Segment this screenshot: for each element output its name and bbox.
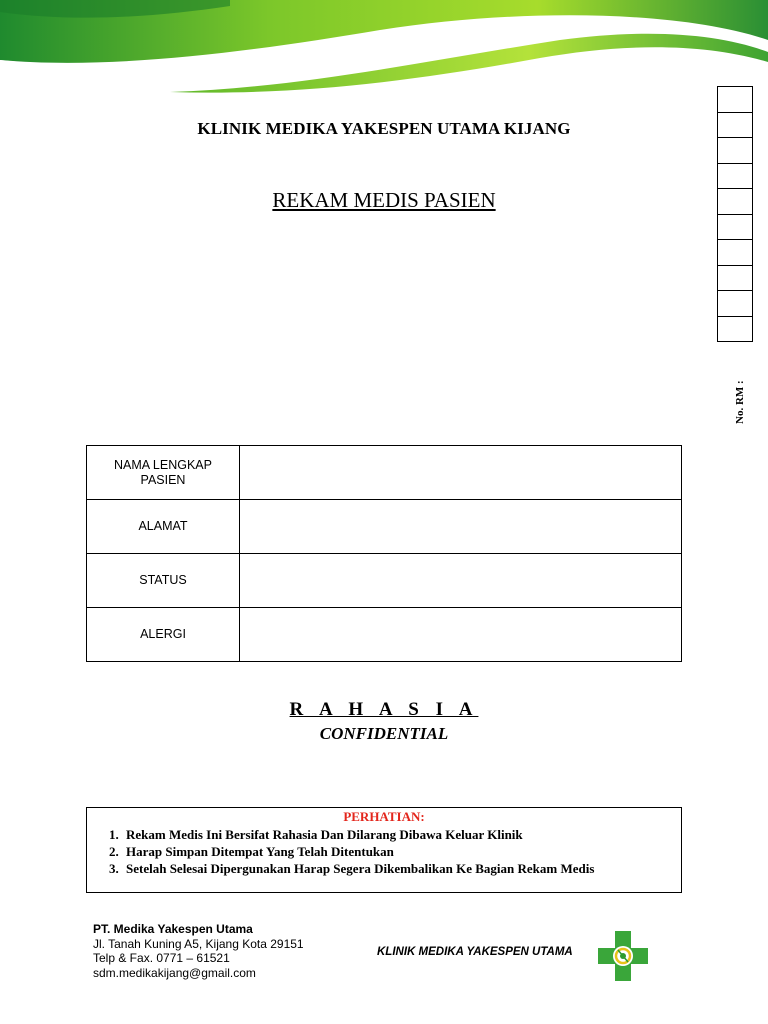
list-item: 1. Rekam Medis Ini Bersifat Rahasia Dan Dilarang Dibawa Keluar Klinik (122, 826, 681, 843)
patient-name-field[interactable] (240, 446, 682, 500)
header-wave-banner (0, 0, 768, 110)
clinic-name-heading: KLINIK MEDIKA YAKESPEN UTAMA KIJANG (197, 119, 571, 138)
company-email: sdm.medikakijang@gmail.com (93, 965, 256, 980)
record-number-box[interactable] (717, 214, 753, 241)
record-number-box[interactable] (717, 290, 753, 317)
record-number-box[interactable] (717, 239, 753, 266)
document-title: REKAM MEDIS PASIEN (272, 188, 496, 212)
company-name: PT. Medika Yakespen Utama (93, 922, 253, 936)
notice-list (87, 826, 681, 877)
address-field[interactable] (240, 500, 682, 554)
record-number-box[interactable] (717, 265, 753, 292)
record-number-box[interactable] (717, 112, 753, 139)
record-number-boxes (717, 87, 753, 342)
company-address: Jl. Tanah Kuning A5, Kijang Kota 29151 (93, 936, 304, 951)
table-row (87, 608, 682, 662)
list-item: 2. Harap Simpan Ditempat Yang Telah Ditentukan (122, 843, 681, 860)
list-item: 3. Setelah Selesai Dipergunakan Harap Segera Dikembalikan Ke Bagian Rekam Medis (122, 860, 681, 877)
record-number-box[interactable] (717, 188, 753, 215)
clinic-cross-logo (598, 931, 648, 981)
company-phone: Telp & Fax. 0771 – 61521 (93, 951, 230, 965)
allergy-field[interactable] (240, 608, 682, 662)
table-row (87, 500, 682, 554)
record-number-box[interactable] (717, 137, 753, 164)
record-number-box[interactable] (717, 316, 753, 343)
patient-name-label: NAMA LENGKAP PASIEN (87, 446, 240, 500)
record-number-box[interactable] (717, 163, 753, 190)
address-label: ALAMAT (87, 500, 240, 554)
confidential-heading: R A H A S I A (289, 699, 479, 720)
status-label: STATUS (87, 554, 240, 608)
confidential-subtitle: CONFIDENTIAL (319, 724, 449, 743)
patient-info-table (86, 445, 682, 662)
record-number-box[interactable] (717, 86, 753, 113)
table-row (87, 446, 682, 500)
notice-title: PERHATIAN: (343, 809, 425, 824)
table-row (87, 554, 682, 608)
footer-clinic-name: KLINIK MEDIKA YAKESPEN UTAMA (377, 946, 573, 958)
record-number-label: No. RM : (734, 380, 746, 424)
footer-company-info (93, 922, 304, 980)
notice-box (86, 807, 682, 893)
status-field[interactable] (240, 554, 682, 608)
allergy-label: ALERGI (87, 608, 240, 662)
